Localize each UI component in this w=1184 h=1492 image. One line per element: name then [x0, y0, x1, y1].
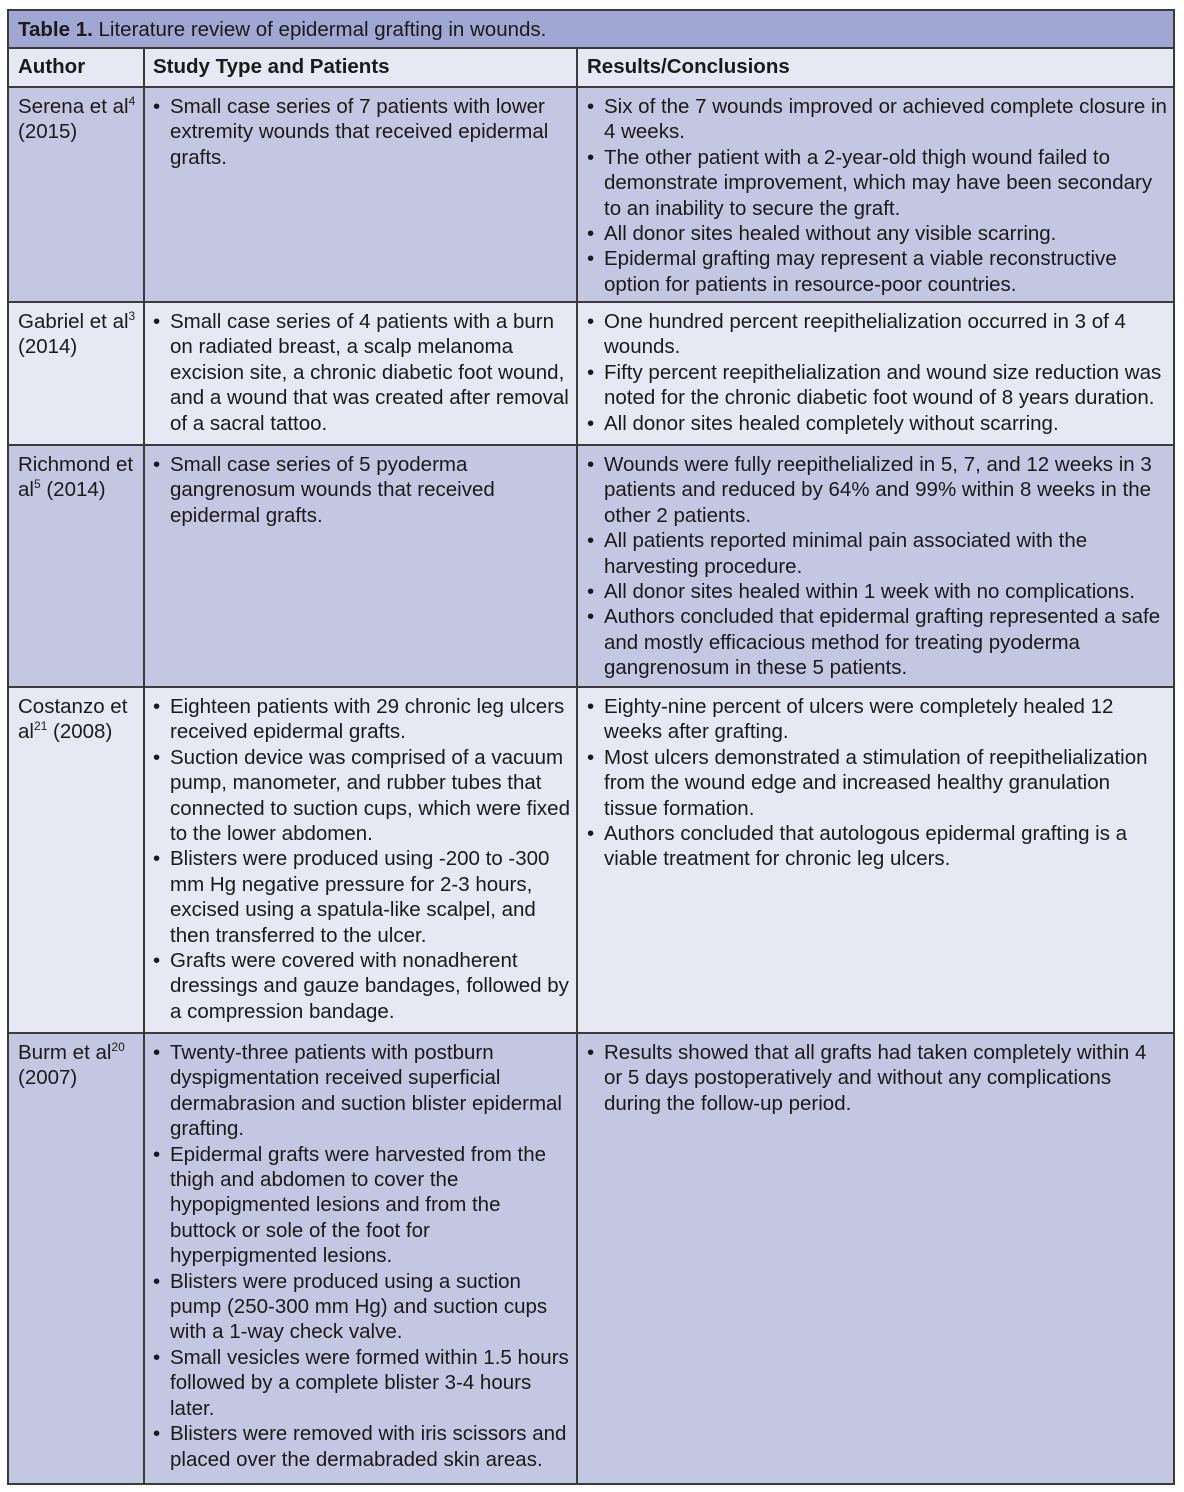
result-bullet: • Most ulcers demonstrated a stimulation of reepithelialization from the wound edge and increased healthy granulation tissue formation.	[587, 745, 1167, 821]
author-year: (2008)	[53, 720, 113, 744]
study-bullet: • Blisters were produced using a suction pump (250-300 mm Hg) and suction cups with a 1-way check valve.	[153, 1269, 570, 1345]
author-name: Serena et al	[18, 95, 129, 118]
results-cell	[578, 1034, 1173, 1483]
study-bullet: • Twenty-three patients with postburn dyspigmentation received superficial dermabrasion and suction blister epidermal grafting.	[153, 1040, 570, 1142]
table-row	[9, 88, 1173, 303]
study-cell	[145, 446, 578, 686]
author-year: (2014)	[46, 478, 106, 502]
study-bullet: • Small vesicles were formed within 1.5 hours followed by a complete blister 3-4 hours later.	[153, 1345, 570, 1421]
study-bullet: • Small case series of 7 patients with lower extremity wounds that received epidermal grafts.	[153, 94, 570, 170]
author-name: Costanzo et al	[18, 695, 128, 744]
study-bullet: • Grafts were covered with nonadherent dressings and gauze bandages, followed by a compression bandage.	[153, 948, 570, 1024]
author-cell	[9, 1034, 145, 1483]
header-study: Study Type and Patients	[145, 49, 578, 86]
result-bullet: • Wounds were fully reepithelialized in 5, 7, and 12 weeks in 3 patients and reduced by 64% and 99% within 8 weeks in the other 2 patients.	[587, 452, 1167, 528]
reference-number: 20	[111, 1040, 125, 1055]
reference-number: 3	[128, 309, 136, 324]
reference-number: 4	[128, 94, 136, 109]
result-bullet: • Six of the 7 wounds improved or achieved complete closure in 4 weeks.	[587, 94, 1167, 145]
author-year: (2015)	[18, 120, 78, 144]
result-bullet: • Authors concluded that epidermal grafting represented a safe and mostly efficacious method for treating pyoderma gangrenosum in these 5 patients.	[587, 604, 1167, 680]
results-cell	[578, 88, 1173, 301]
result-bullet: • Authors concluded that autologous epidermal grafting is a viable treatment for chronic leg ulcers.	[587, 821, 1167, 872]
study-bullet: • Blisters were removed with iris scissors and placed over the dermabraded skin areas.	[153, 1421, 570, 1472]
result-bullet: • The other patient with a 2-year-old thigh wound failed to demonstrate improvement, which may have been secondary to an inability to secure the graft.	[587, 145, 1167, 221]
header-results: Results/Conclusions	[587, 55, 790, 78]
study-bullet: • Small case series of 4 patients with a burn on radiated breast, a scalp melanoma excision site, a chronic diabetic foot wound, and a wound that was created after removal of a sacral tattoo.	[153, 309, 570, 436]
result-bullet: • Eighty-nine percent of ulcers were completely healed 12 weeks after grafting.	[587, 694, 1167, 745]
result-bullet: • Fifty percent reepithelialization and wound size reduction was noted for the chronic diabetic foot wound of 8 years duration.	[587, 360, 1167, 411]
reference-number: 21	[33, 719, 48, 734]
author-name: Burm et al	[18, 1041, 112, 1064]
result-bullet: • All donor sites healed within 1 week with no complications.	[587, 579, 1167, 604]
literature-review-table	[7, 9, 1175, 1485]
table-caption	[9, 11, 1173, 49]
study-bullet: • Eighteen patients with 29 chronic leg ulcers received epidermal grafts.	[153, 694, 570, 745]
results-cell	[578, 303, 1173, 444]
author-year: (2007)	[18, 1066, 78, 1090]
table-row	[9, 1034, 1173, 1483]
table-row	[9, 688, 1173, 1034]
study-bullet: • Suction device was comprised of a vacuum pump, manometer, and rubber tubes that connected to suction cups, which were fixed to the lower abdomen.	[153, 745, 570, 847]
study-cell	[145, 88, 578, 301]
author-name: Richmond et al	[18, 453, 134, 502]
result-bullet: • Results showed that all grafts had taken completely within 4 or 5 days postoperatively and without any complications during the follow-up period.	[587, 1040, 1167, 1116]
author-cell	[9, 303, 145, 444]
study-cell	[145, 1034, 578, 1483]
result-bullet: • All patients reported minimal pain associated with the harvesting procedure.	[587, 528, 1167, 579]
author-cell	[9, 688, 145, 1032]
study-bullet: • Epidermal grafts were harvested from the thigh and abdomen to cover the hypopigmented lesions and from the buttock or sole of the foot for hyperpigmented lesions.	[153, 1142, 570, 1269]
table-row	[9, 446, 1173, 688]
table-caption-label: Table 1.	[18, 18, 93, 41]
result-bullet: • All donor sites healed without any visible scarring.	[587, 221, 1167, 246]
author-name: Gabriel et al	[18, 310, 129, 333]
study-bullet: • Blisters were produced using -200 to -300 mm Hg negative pressure for 2-3 hours, excised using a spatula-like scalpel, and then transferred to the ulcer.	[153, 846, 570, 948]
results-cell	[578, 446, 1173, 686]
results-cell	[578, 688, 1173, 1032]
study-cell	[145, 688, 578, 1032]
header-author: Author	[9, 49, 145, 86]
table-caption-text: Literature review of epidermal grafting in wounds.	[98, 18, 547, 41]
author-year: (2014)	[18, 335, 78, 359]
study-cell	[145, 303, 578, 444]
table-header-row	[9, 49, 1173, 88]
study-bullet: • Small case series of 5 pyoderma gangrenosum wounds that received epidermal grafts.	[153, 452, 570, 528]
author-cell	[9, 88, 145, 301]
result-bullet: • All donor sites healed completely without scarring.	[587, 411, 1167, 436]
result-bullet: • Epidermal grafting may represent a viable reconstructive option for patients in resource-poor countries.	[587, 246, 1167, 297]
result-bullet: • One hundred percent reepithelialization occurred in 3 of 4 wounds.	[587, 309, 1167, 360]
author-cell	[9, 446, 145, 686]
table-row	[9, 303, 1173, 446]
reference-number: 5	[33, 477, 41, 492]
